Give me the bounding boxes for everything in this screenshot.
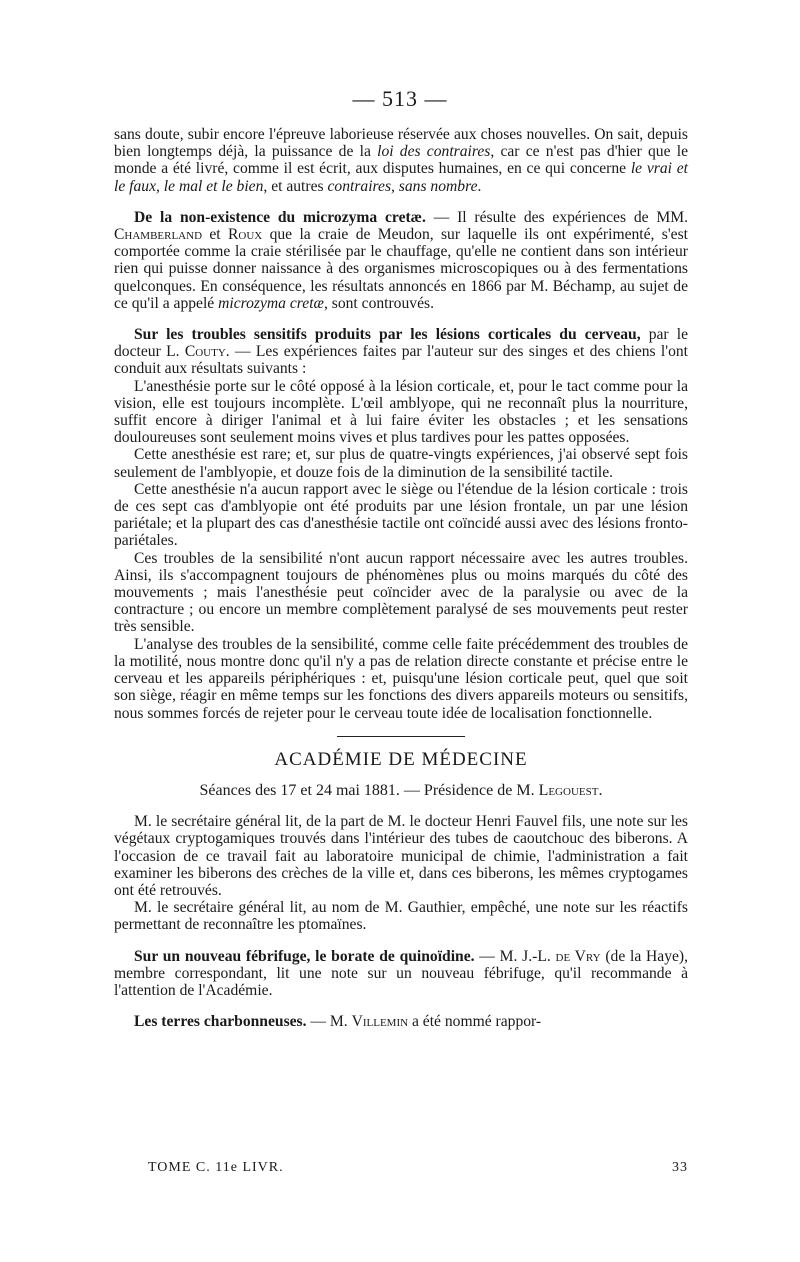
paragraph-anesthesie-rare: Cette anesthésie est rare; et, sur plus de quatre-vingts expériences, j'ai observé sept fois seulement de l'amblyopie, et douze fois de la diminution de la sensibilité tactile. bbox=[114, 446, 688, 481]
text-run: par le docteur L. bbox=[114, 326, 688, 361]
section-divider bbox=[337, 736, 465, 737]
text-run: sans doute, subir encore l'épreuve laborieuse réservée aux choses nouvelles. On sait, depuis bien longtemps déjà, la puissance de la bbox=[114, 126, 688, 161]
text-run: , sont controuvés. bbox=[323, 294, 434, 312]
run-in-heading: Les terres charbonneuses. bbox=[134, 1013, 307, 1031]
text-column bbox=[114, 126, 688, 1030]
signature-mark: TOME C. 11e LIVR. bbox=[148, 1160, 284, 1175]
paragraph-anesthesie: L'anesthésie porte sur le côté opposé à la lésion corticale, et, pour le tact comme pour la vision, elle est toujours incomplète. L'œil amblyope, qui ne reconnaît plus la nourriture, suffit encore à diriger l'animal et à lui faire éviter les obstacles ; et les sensations douloureuses sont seulement moins vives et plus tardives pour les pattes opposées. bbox=[114, 377, 688, 447]
paragraph-siege: Cette anesthésie n'a aucun rapport avec le siège ou l'étendue de la lésion corticale : trois de ces sept cas d'amblyopie ont été produits par une lésion frontale, un par une lésion pariétale; et la plupart des cas d'anesthésie tactile ont coïncidé aussi avec des lésions fronto-pariétales. bbox=[114, 480, 688, 550]
text-run: . bbox=[477, 177, 482, 195]
text-run: (de la Haye), membre correspondant, lit une note sur un nouveau fébrifuge, qu'il recommande à l'attention de l'Académie. bbox=[114, 947, 688, 999]
paragraph-febrifuge bbox=[114, 948, 688, 1000]
author-name: Chamberland bbox=[114, 226, 203, 244]
section-title: ACADÉMIE DE MÉDECINE bbox=[274, 748, 528, 770]
text-run: , et autres bbox=[263, 177, 328, 195]
text-run: a été nommé rappor- bbox=[408, 1013, 542, 1031]
text-run: Séances des 17 et 24 mai 1881. — Présidence de M. bbox=[199, 781, 539, 799]
author-name: Villemin bbox=[351, 1013, 409, 1031]
president-name: Legouest bbox=[538, 781, 599, 799]
paragraph-contraires bbox=[114, 126, 688, 195]
paragraph-terres-charbonneuses bbox=[114, 1013, 688, 1030]
text-run: — M. bbox=[306, 1013, 352, 1031]
author-name: Roux bbox=[227, 226, 263, 244]
page-footer bbox=[148, 1160, 688, 1176]
italic-run: le vrai et le faux, le mal et le bien bbox=[114, 160, 688, 195]
author-name: de Vry bbox=[555, 947, 601, 965]
author-name: Couty bbox=[184, 343, 226, 361]
italic-run: contraires, sans nombre bbox=[327, 177, 478, 195]
paragraph-autres-troubles: Ces troubles de la sensibilité n'ont aucun rapport nécessaire avec les autres troubles. Ainsi, ils s'accompagnent toujours de phénomènes plus ou moins marqués du côté des mouvements ; mais l'anesthésie peut coïncider avec de la paralysie ou avec de la contracture ; ou encore un membre complètement paralysé de ses mouvements peut rester très sensible. bbox=[114, 549, 688, 636]
run-in-heading: De la non-existence du microzyma cretæ. bbox=[134, 208, 426, 226]
run-in-heading: Sur les troubles sensitifs produits par les lésions corticales du cerveau, bbox=[134, 326, 641, 344]
paragraph-biberons: M. le secrétaire général lit, de la part de M. le docteur Henri Fauvel fils, une note sur les végétaux cryptogamiques trouvés dans l'intérieur des tubes de caoutchouc des biberons. A l'occasion de ce travail fait au laboratoire municipal de chimie, l'administration a fait examiner les biberons des crèches de la ville et, dans ces biberons, les mêmes cryptogames ont été retrouvés. bbox=[114, 813, 688, 899]
sitting-line bbox=[114, 782, 688, 799]
text-run: . — Les expériences faites par l'auteur sur des singes et des chiens l'ont conduit aux résultats suivants : bbox=[114, 343, 688, 378]
page-number: — 513 — bbox=[352, 86, 448, 111]
text-run: et bbox=[202, 226, 228, 244]
paragraph-troubles-sensitifs bbox=[114, 326, 688, 378]
paragraph-microzyma bbox=[114, 209, 688, 312]
text-run: — M. J.-L. bbox=[474, 947, 556, 965]
paragraph-ptomaines: M. le secrétaire général lit, au nom de M. Gauthier, empêché, une note sur les réactifs permettant de reconnaître les ptomaïnes. bbox=[114, 899, 688, 934]
italic-run: microzyma cretæ bbox=[218, 294, 324, 312]
text-run: — Il résulte des expériences de MM. bbox=[425, 208, 688, 226]
paragraph-analyse: L'analyse des troubles de la sensibilité, comme celle faite précédemment des troubles de la motilité, nous montre donc qu'il n'y a pas de relation directe constante et précise entre le cerveau et les appareils périphériques : et, puisqu'une lésion corticale peut, quel que soit son siège, réagir en même temps sur les fonctions des divers appareils moteurs ou sensitifs, nous sommes forcés de rejeter pour le cerveau toute idée de localisation fonctionnelle. bbox=[114, 635, 688, 722]
italic-run: loi des contraires bbox=[377, 143, 491, 161]
text-run: . bbox=[598, 781, 603, 799]
text-run: que la craie de Meudon, sur laquelle ils ont expérimenté, s'est comportée comme la craie stérilisée par le chauffage, qu'elle ne contient dans son intérieur rien qui puisse donner naissance à des organismes microscopiques ou à des fermentations quelconques. En conséquence, les résultats annoncés en 1866 par M. Béchamp, au sujet de ce qu'il a appelé bbox=[114, 226, 688, 312]
run-in-heading: Sur un nouveau fébrifuge, le borate de quinoïdine. bbox=[134, 947, 475, 965]
gathering-number: 33 bbox=[672, 1160, 688, 1175]
text-run: , car ce n'est pas d'hier que le monde a été livré, comme il est écrit, aux disputes humaines, en ce qui concerne bbox=[114, 143, 688, 178]
